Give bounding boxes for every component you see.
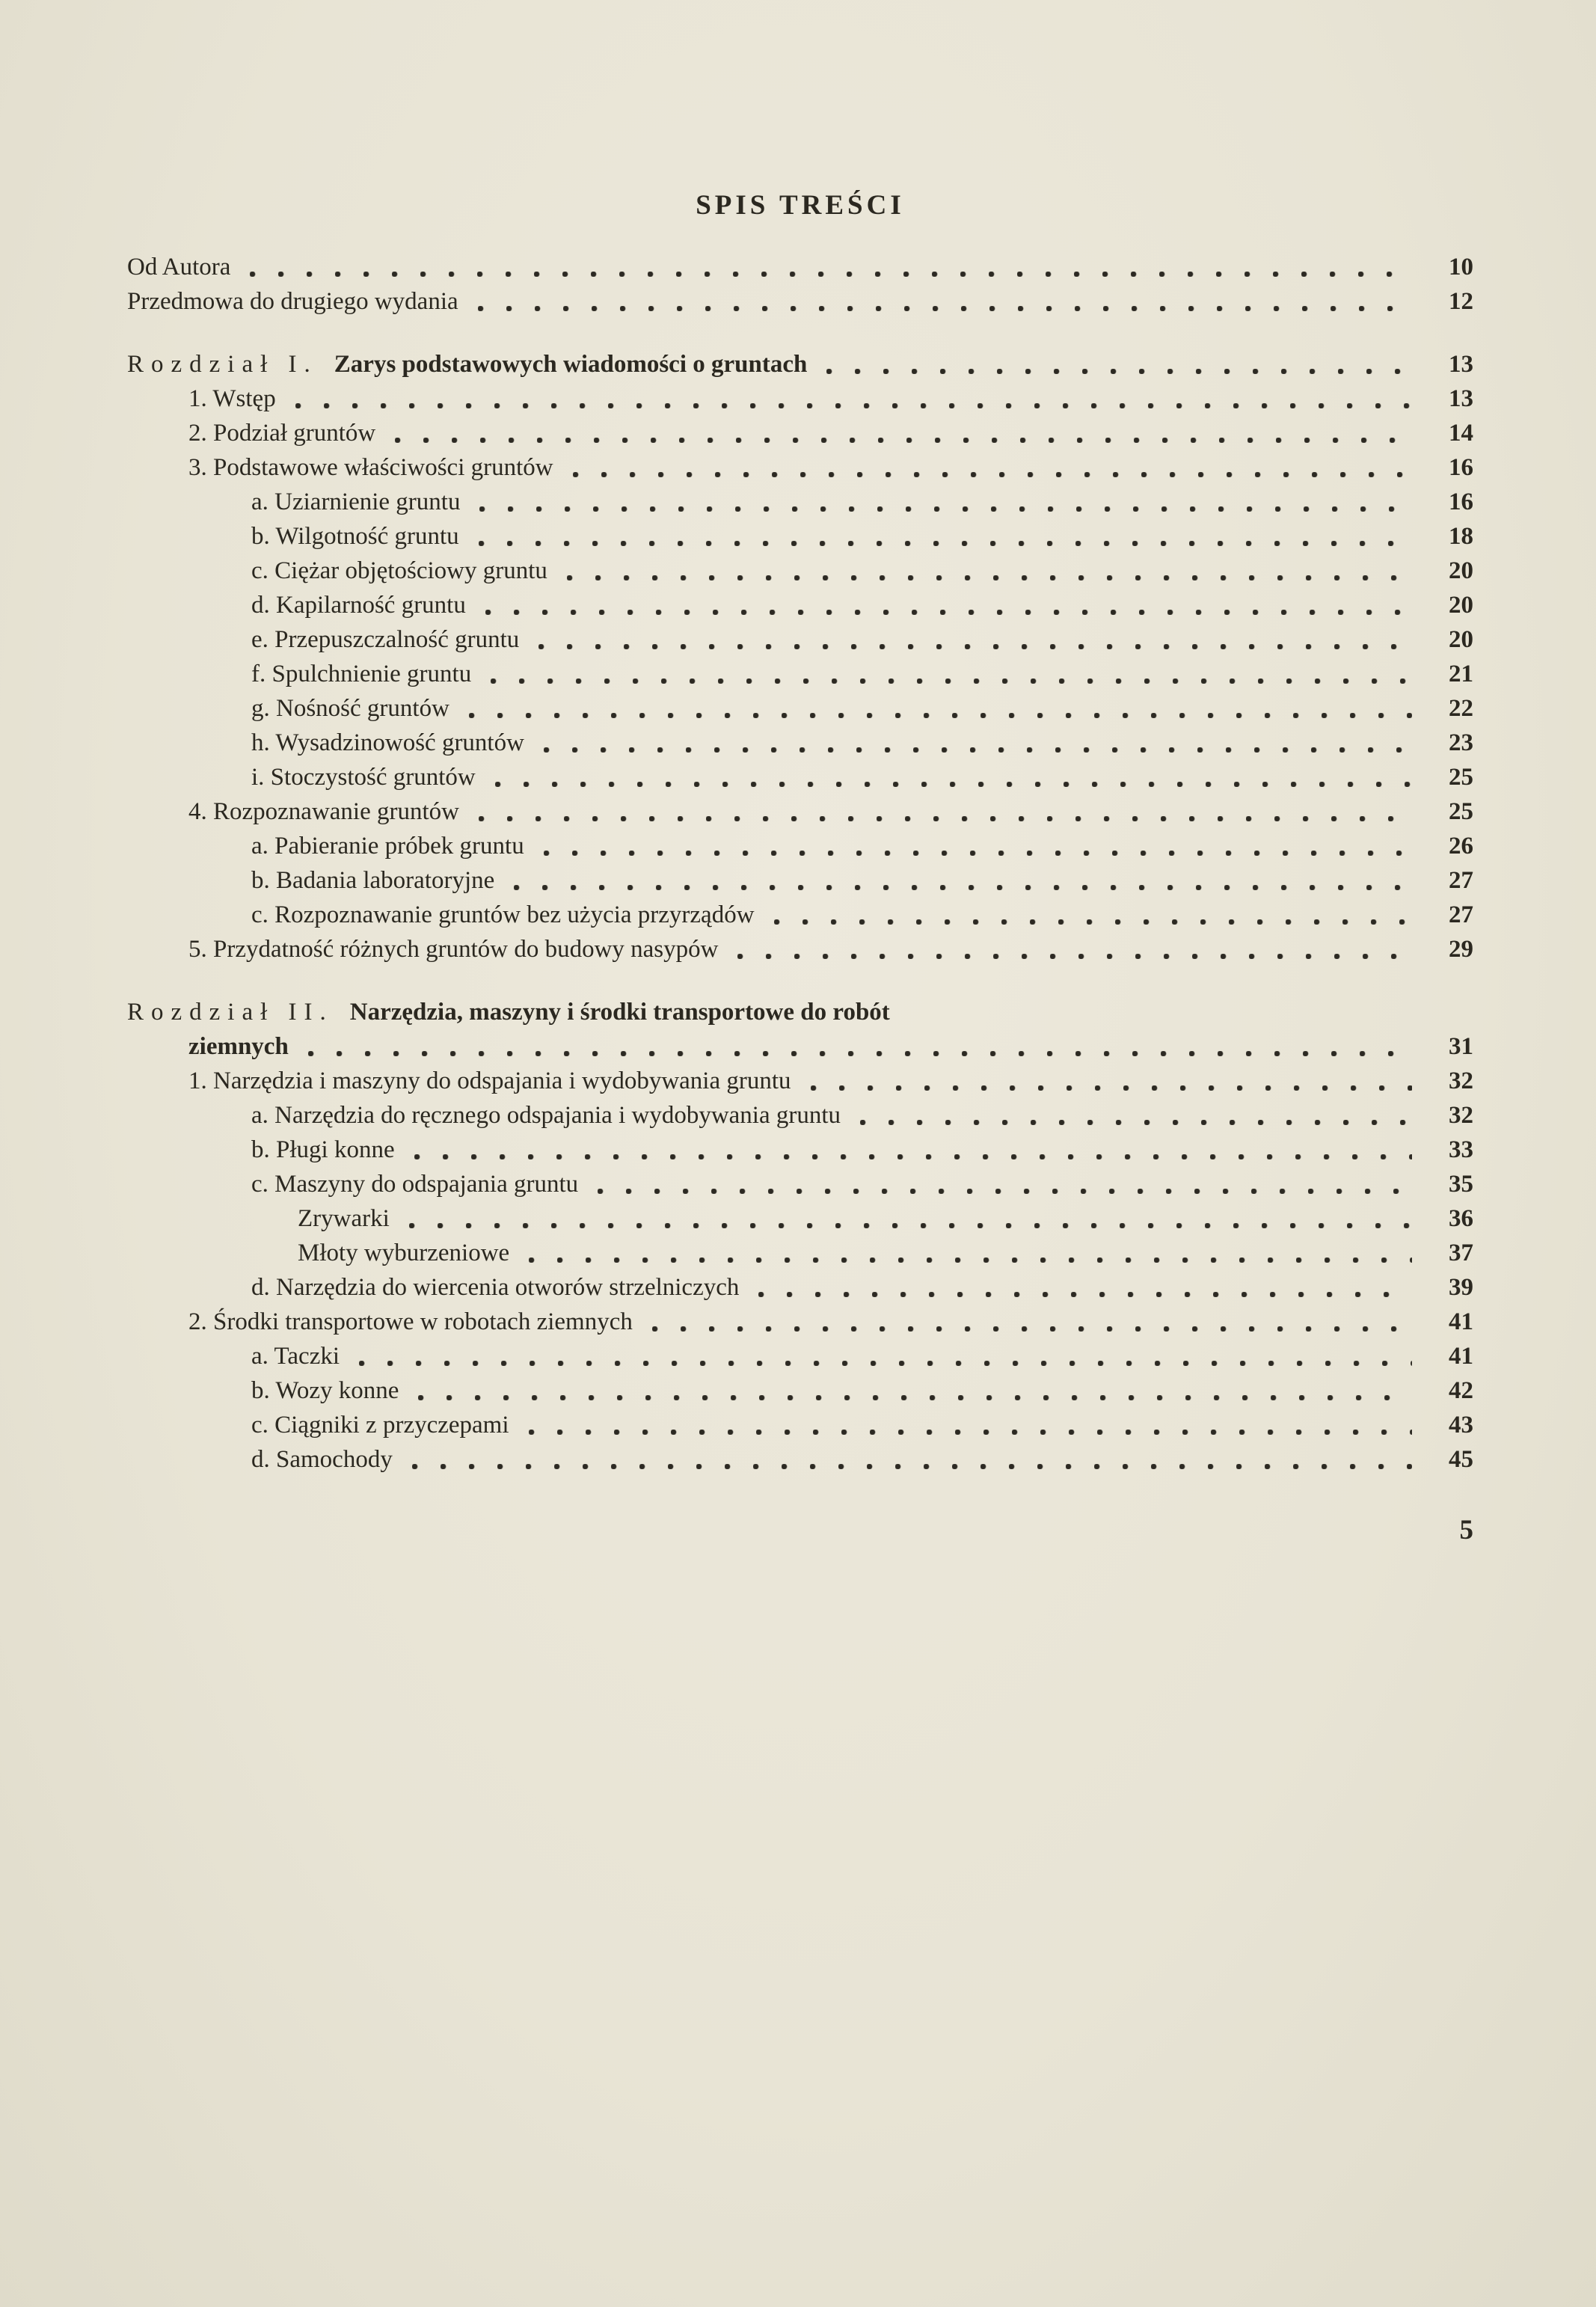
toc-entry-title: c. Ciężar objętościowy gruntu <box>251 557 547 584</box>
toc-entry <box>127 382 1473 416</box>
toc-entry-page: 10 <box>1449 254 1473 281</box>
toc-entry-title: b. Wilgotność gruntu <box>251 523 459 550</box>
dot-leader <box>544 851 1412 856</box>
toc-entry-page: 20 <box>1449 592 1473 619</box>
toc-entry-title: Zarys podstawowych wiadomości o gruntach <box>334 351 808 378</box>
toc-entry-page: 23 <box>1449 729 1473 756</box>
toc-entry-title: b. Pługi konne <box>251 1136 395 1163</box>
toc-entry <box>127 485 1473 519</box>
dot-leader <box>495 782 1412 787</box>
toc-entry-title: Zrywarki <box>298 1205 390 1232</box>
toc-entry-page: 36 <box>1449 1205 1473 1232</box>
dot-leader <box>567 575 1412 580</box>
toc-entry-page: 20 <box>1449 626 1473 653</box>
toc-entry <box>127 1133 1473 1167</box>
page-number: 5 <box>1459 1515 1473 1545</box>
dot-leader <box>409 1223 1412 1228</box>
toc-entry <box>127 863 1473 898</box>
toc-chapter-entry <box>127 995 1473 1029</box>
dot-leader <box>250 272 1412 277</box>
toc-entry-page: 27 <box>1449 901 1473 928</box>
toc-entry-title: Przedmowa do drugiego wydania <box>127 288 458 315</box>
toc-entry-title: c. Maszyny do odspajania gruntu <box>251 1171 579 1198</box>
toc-entry <box>127 1236 1473 1270</box>
toc-entry-title: Od Autora <box>127 254 231 281</box>
toc-entry-title: 5. Przydatność różnych gruntów do budowy nasypów <box>188 936 719 963</box>
dot-leader <box>573 472 1412 477</box>
toc-entry-title: h. Wysadzinowość gruntów <box>251 729 524 756</box>
toc-entry <box>127 1442 1473 1477</box>
toc-entry <box>127 250 1473 284</box>
toc-entry-page: 42 <box>1449 1377 1473 1404</box>
dot-leader <box>295 403 1412 408</box>
toc-entry-title: a. Narzędzia do ręcznego odspajania i wydobywania gruntu <box>251 1102 841 1129</box>
book-page <box>127 189 1473 1477</box>
dot-leader <box>485 610 1412 615</box>
toc-entry-page: 16 <box>1449 488 1473 515</box>
dot-leader <box>359 1361 1412 1366</box>
toc-entry-title: 4. Rozpoznawanie gruntów <box>188 798 459 825</box>
toc-entry <box>127 416 1473 450</box>
chapter-label: Rozdział I. <box>127 351 318 378</box>
toc-entry <box>127 1373 1473 1408</box>
toc-entry <box>127 1167 1473 1201</box>
toc-entry-title: b. Wozy konne <box>251 1377 399 1404</box>
toc-entry-page: 32 <box>1449 1067 1473 1094</box>
toc-entry-title: Narzędzia, maszyny i środki transportowe do robót <box>349 999 890 1026</box>
dot-leader <box>598 1189 1412 1194</box>
dot-leader <box>811 1085 1412 1091</box>
toc-entry <box>127 554 1473 588</box>
dot-leader <box>514 885 1412 890</box>
toc-entry <box>127 726 1473 760</box>
toc-entry-title: Młoty wyburzeniowe <box>298 1240 510 1266</box>
dot-leader <box>412 1464 1412 1469</box>
dot-leader <box>469 713 1412 718</box>
dot-leader <box>479 816 1412 821</box>
toc-entry <box>127 829 1473 863</box>
toc-entry <box>127 1408 1473 1442</box>
toc-entry-title: 3. Podstawowe właściwości gruntów <box>188 454 553 481</box>
toc-entry-title: 2. Podział gruntów <box>188 420 376 447</box>
toc-entry-title: a. Uziarnienie gruntu <box>251 488 461 515</box>
toc-entry-page: 41 <box>1449 1343 1473 1370</box>
toc-entry-title: a. Taczki <box>251 1343 340 1370</box>
toc-entry <box>127 1201 1473 1236</box>
toc-entry <box>127 450 1473 485</box>
toc-entry <box>127 898 1473 932</box>
toc-entry-page: 41 <box>1449 1308 1473 1335</box>
dot-leader <box>418 1395 1412 1400</box>
toc-entry-title: g. Nośność gruntów <box>251 695 449 722</box>
toc-entry <box>127 588 1473 622</box>
toc-entry-page: 22 <box>1449 695 1473 722</box>
dot-leader <box>860 1120 1412 1125</box>
toc-entry <box>127 932 1473 966</box>
dot-leader <box>826 369 1412 374</box>
toc-entry-title: i. Stoczystość gruntów <box>251 764 476 791</box>
toc-entry-page: 45 <box>1449 1446 1473 1473</box>
dot-leader <box>737 954 1412 959</box>
toc-entry-title: ziemnych <box>188 1033 289 1060</box>
toc-entry-page: 26 <box>1449 833 1473 860</box>
dot-leader <box>491 678 1412 684</box>
chapter-label: Rozdział II. <box>127 999 334 1026</box>
toc-list <box>127 250 1473 1477</box>
toc-entry-title: 2. Środki transportowe w robotach ziemnych <box>188 1308 633 1335</box>
dot-leader <box>308 1051 1412 1056</box>
toc-chapter-entry-continuation <box>127 1029 1473 1064</box>
toc-entry <box>127 760 1473 794</box>
toc-entry-page: 25 <box>1449 764 1473 791</box>
toc-entry <box>127 622 1473 657</box>
toc-entry-page: 20 <box>1449 557 1473 584</box>
toc-entry <box>127 691 1473 726</box>
toc-entry-page: 13 <box>1449 351 1473 378</box>
toc-entry-title: b. Badania laboratoryjne <box>251 867 495 894</box>
toc-entry-page: 35 <box>1449 1171 1473 1198</box>
toc-entry <box>127 657 1473 691</box>
toc-entry <box>127 284 1473 319</box>
toc-title: SPIS TREŚCI <box>696 190 905 221</box>
dot-leader <box>544 747 1412 753</box>
toc-entry-title: c. Ciągniki z przyczepami <box>251 1412 509 1439</box>
dot-leader <box>538 644 1412 649</box>
dot-leader <box>414 1154 1412 1159</box>
dot-leader <box>652 1326 1412 1332</box>
dot-leader <box>395 438 1412 443</box>
toc-entry-page: 37 <box>1449 1240 1473 1266</box>
toc-entry <box>127 1270 1473 1305</box>
toc-entry-title: d. Narzędzia do wiercenia otworów strzelniczych <box>251 1274 740 1301</box>
toc-chapter-entry <box>127 347 1473 382</box>
dot-leader <box>478 306 1412 311</box>
toc-entry-title: f. Spulchnienie gruntu <box>251 661 472 687</box>
dot-leader <box>758 1292 1412 1297</box>
toc-entry <box>127 1064 1473 1098</box>
toc-entry-page: 32 <box>1449 1102 1473 1129</box>
toc-entry <box>127 794 1473 829</box>
toc-entry-title: 1. Wstęp <box>188 385 276 412</box>
toc-entry <box>127 519 1473 554</box>
toc-entry-page: 31 <box>1449 1033 1473 1060</box>
toc-entry-page: 27 <box>1449 867 1473 894</box>
toc-entry <box>127 1098 1473 1133</box>
dot-leader <box>529 1257 1412 1263</box>
toc-entry <box>127 1339 1473 1373</box>
dot-leader <box>774 919 1412 925</box>
toc-entry-page: 25 <box>1449 798 1473 825</box>
toc-entry-page: 18 <box>1449 523 1473 550</box>
toc-entry-page: 33 <box>1449 1136 1473 1163</box>
toc-entry-page: 21 <box>1449 661 1473 687</box>
dot-leader <box>529 1430 1412 1435</box>
toc-entry-page: 29 <box>1449 936 1473 963</box>
dot-leader <box>479 541 1412 546</box>
toc-entry-title: d. Kapilarność gruntu <box>251 592 466 619</box>
toc-entry-page: 16 <box>1449 454 1473 481</box>
toc-entry-page: 14 <box>1449 420 1473 447</box>
toc-entry-title: a. Pabieranie próbek gruntu <box>251 833 524 860</box>
toc-entry-page: 12 <box>1449 288 1473 315</box>
toc-entry-title: 1. Narzędzia i maszyny do odspajania i wydobywania gruntu <box>188 1067 791 1094</box>
toc-entry-page: 43 <box>1449 1412 1473 1439</box>
toc-entry-title: c. Rozpoznawanie gruntów bez użycia przyrządów <box>251 901 755 928</box>
toc-entry-title: e. Przepuszczalność gruntu <box>251 626 520 653</box>
toc-entry-title: d. Samochody <box>251 1446 393 1473</box>
dot-leader <box>479 506 1412 512</box>
toc-entry <box>127 1305 1473 1339</box>
toc-entry-page: 39 <box>1449 1274 1473 1301</box>
toc-entry-page: 13 <box>1449 385 1473 412</box>
